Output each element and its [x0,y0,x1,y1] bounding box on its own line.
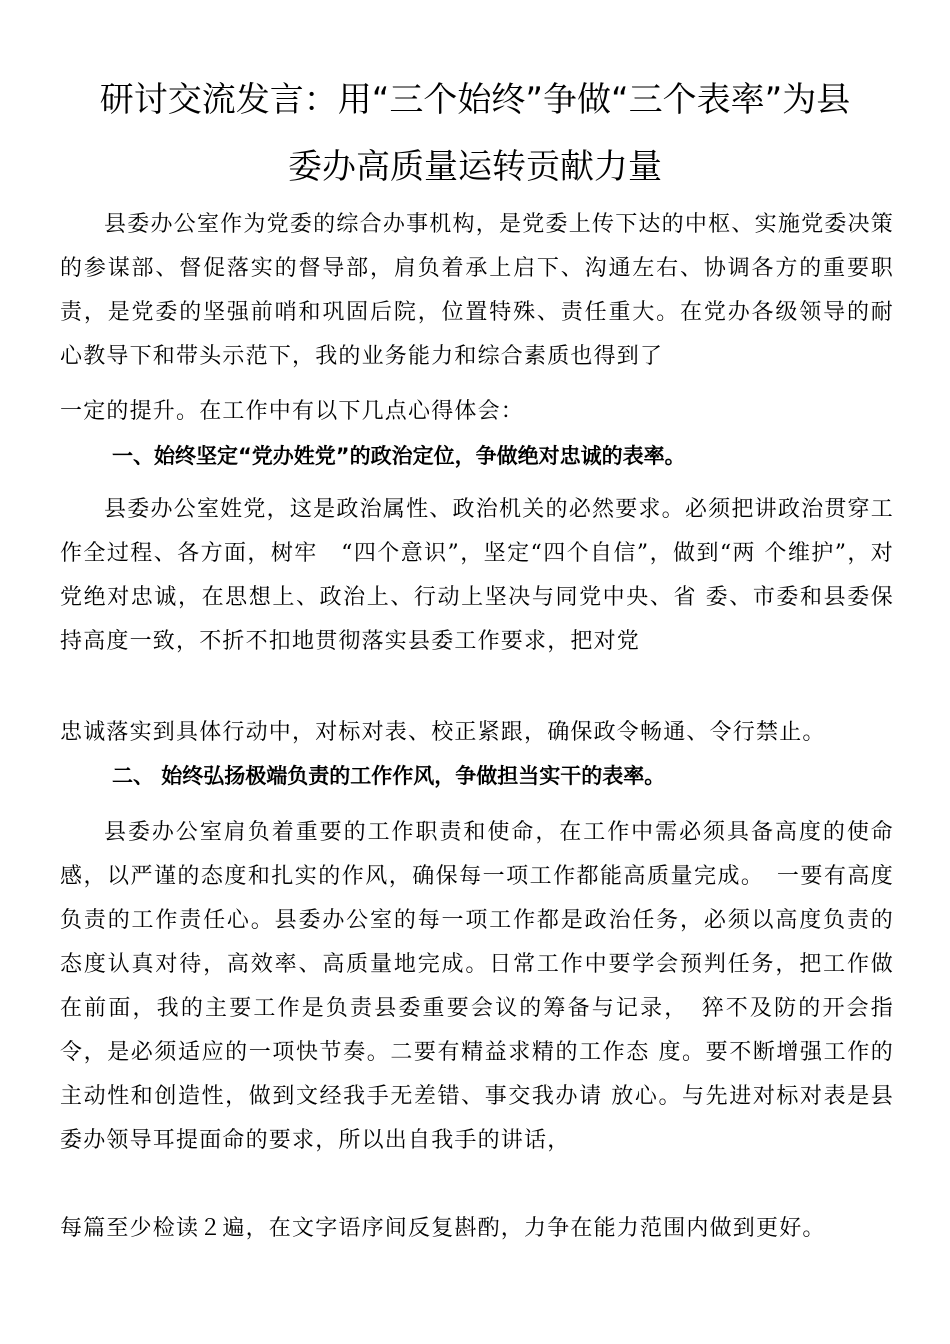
section-2-heading: 二、 始终弘扬极端负责的工作作风，争做担当实干的表率。 [112,764,666,788]
section-1-heading: 一、始终坚定“党办姓党”的政治定位，争做绝对忠诚的表率。 [112,444,686,468]
intro-paragraph-continued: 一定的提升。在工作中有以下几点心得体会： [60,399,525,424]
section-1-paragraph-continued: 忠诚落实到具体行动中，对标对表、校正紧跟，确保政令畅通、令行禁止。 [60,720,826,745]
section-1-paragraph: 县委办公室姓党，这是政治属性、政治机关的必然要求。必须把讲政治贯穿工作全过程、各方面，树牢 “四个意识”，坚定“四个自信”，做到“两 个维护”，对党绝对忠诚，在思想上、政治上、行动上坚决与同党中央、省 委、市委和县委保持高度一致，不折不扣地贯彻落实县委工作要求，把对党 [60,497,894,654]
intro-paragraph: 县委办公室作为党委的综合办事机构，是党委上传下达的中枢、实施党委决策的参谋部、督促落实的督导部，肩负着承上启下、沟通左右、协调各方的重要职责，是党委的坚强前哨和巩固后院，位置特殊、责任重大。在党办各级领导的耐心教导下和带头示范下，我的业务能力和综合素质也得到了 [60,212,894,369]
section-2-paragraph: 县委办公室肩负着重要的工作职责和使命，在工作中需必须具备高度的使命感，以严谨的态度和扎实的作风，确保每一项工作都能高质量完成。 一要有高度负责的工作责任心。县委办公室的每一项工作都是政治任务，必须以高度负责的态度认真对待，高效率、高质量地完成。日常工作中要学会预判任务，把工作做在前面，我的主要工作是负责县委重要会议的筹备与记录， 猝不及防的开会指令，是必须适应的一项快节奏。二要有精益求精的工作态 度。要不断增强工作的主动性和创造性，做到文经我手无差错、事交我办请 放心。与先进对标对表是县委办领导耳提面命的要求，所以出自我手的讲话， [60,820,894,1153]
section-2-paragraph-continued: 每篇至少检读２遍，在文字语序间反复斟酌，力争在能力范围内做到更好。 [60,1216,826,1241]
document-title-line-1: 研讨交流发言：用“三个始终”争做“三个表率”为县 [99,80,851,120]
document-title-line-2: 委办高质量运转贡献力量 [288,147,662,187]
